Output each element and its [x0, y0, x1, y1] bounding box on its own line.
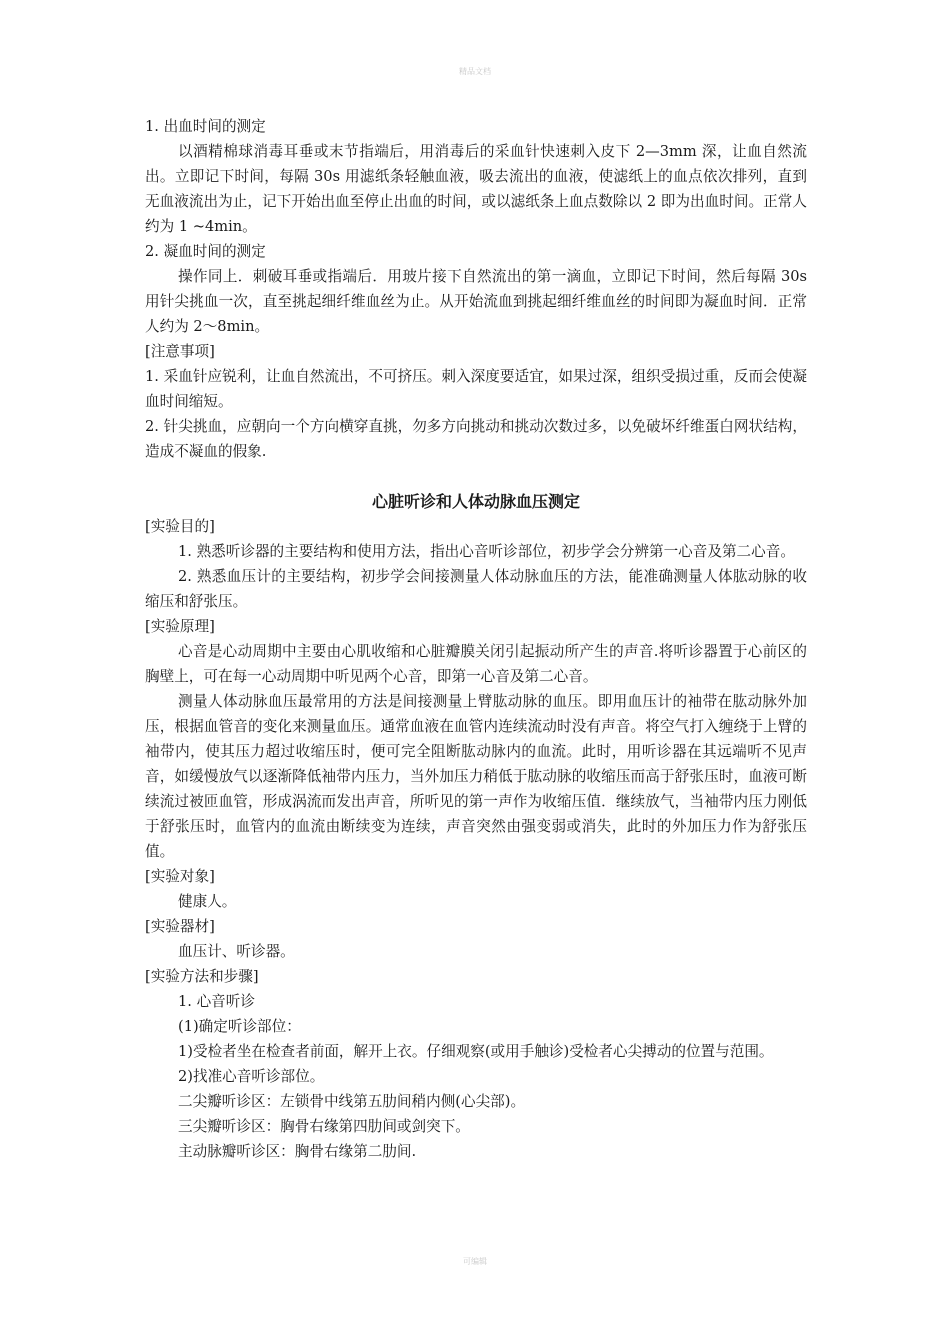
method-step: 2)找准心音听诊部位。 [178, 1068, 325, 1085]
principle-paragraph: 测量人体动脉血压最常用的方法是间接测量上臂肱动脉的血压。即用血压计的袖带在肱动脉外加压，根据血管音的变化来测量血压。通常血液在血管内连续流动时没有声音。将空气打入缠绕于上臂的袖带内，使其压力超过收缩压时，便可完全阻断肱动脉内的血流。此时，用听诊器在其远端听不见声音，如缓慢放气以逐渐降低袖带内压力，当外加压力稍低于肱动脉的收缩压而高于舒张压时，血液可断续流过被匝血管，形成涡流而发出声音，所听见的第一声作为收缩压值．继续放气，当袖带内压力刚低于舒张压时，血管内的血流由断续变为连续，声音突然由强变弱或消失，此时的外加压力作为舒张压值。 [145, 693, 807, 860]
footer-watermark: 可编辑 [463, 1257, 487, 1266]
note-item: 1. 采血针应锐利，让血自然流出，不可挤压。刺入深度要适宜，如果过深，组织受损过重，反而会使凝血时间缩短。 [145, 368, 807, 410]
section-title: 心脏听诊和人体动脉血压测定 [371, 492, 580, 511]
auscultation-area: 主动脉瓣听诊区：胸骨右缘第二肋间. [178, 1143, 417, 1160]
paragraph-clotting-time: 操作同上．刺破耳垂或指端后．用玻片接下自然流出的第一滴血，立即记下时间，然后每隔 30s 用针尖挑血一次，直至挑起细纤维血丝为止。从开始流血到挑起细纤维血丝的时间即为凝血时间．正常人约为 2～8min。 [145, 268, 807, 335]
method-step: 1. 心音听诊 [178, 993, 255, 1010]
equipment-text: 血压计、听诊器。 [178, 943, 295, 960]
heading-purpose: [实验目的] [145, 518, 215, 535]
auscultation-area: 二尖瓣听诊区：左锁骨中线第五肋间稍内侧(心尖部)。 [178, 1093, 526, 1110]
principle-paragraph: 心音是心动周期中主要由心肌收缩和心脏瓣膜关闭引起振动所产生的声音.将听诊器置于心前区的胸壁上，可在每一心动周期中听见两个心音，即第一心音及第二心音。 [145, 643, 807, 685]
subject-text: 健康人。 [178, 893, 237, 910]
heading-principle: [实验原理] [145, 618, 215, 635]
method-step: 1)受检者坐在检查者前面，解开上衣。仔细观察(或用手触诊)受检者心尖搏动的位置与范围。 [178, 1043, 774, 1060]
method-step: (1)确定听诊部位： [178, 1018, 301, 1035]
document-body [145, 114, 807, 1164]
heading-bleeding-time: 1. 出血时间的测定 [145, 118, 266, 135]
heading-method: [实验方法和步骤] [145, 968, 259, 985]
heading-subject: [实验对象] [145, 868, 215, 885]
purpose-item: 1. 熟悉听诊器的主要结构和使用方法，指出心音听诊部位，初步学会分辨第一心音及第二心音。 [178, 543, 795, 560]
purpose-item: 2. 熟悉血压计的主要结构，初步学会间接测量人体动脉血压的方法，能准确测量人体肱动脉的收缩压和舒张压。 [145, 568, 807, 610]
heading-notes: [注意事项] [145, 343, 215, 360]
heading-clotting-time: 2. 凝血时间的测定 [145, 243, 266, 260]
auscultation-area: 三尖瓣听诊区：胸骨右缘第四肋间或剑突下。 [178, 1118, 470, 1135]
header-watermark: 精品文档 [459, 67, 491, 76]
note-item: 2. 针尖挑血，应朝向一个方向横穿直挑，勿多方向挑动和挑动次数过多，以免破坏纤维蛋白网状结构，造成不凝血的假象. [145, 418, 807, 460]
heading-equipment: [实验器材] [145, 918, 215, 935]
paragraph-bleeding-time: 以酒精棉球消毒耳垂或末节指端后，用消毒后的采血针快速刺入皮下 2—3mm 深，让血自然流出。立即记下时间，每隔 30s 用滤纸条轻触血液，吸去流出的血液，使滤纸上的血点依次排列，直到无血液流出为止，记下开始出血至停止出血的时间，或以滤纸条上血点数除以 2 即为出血时间。正常人约为 1 ~4min。 [145, 143, 807, 235]
